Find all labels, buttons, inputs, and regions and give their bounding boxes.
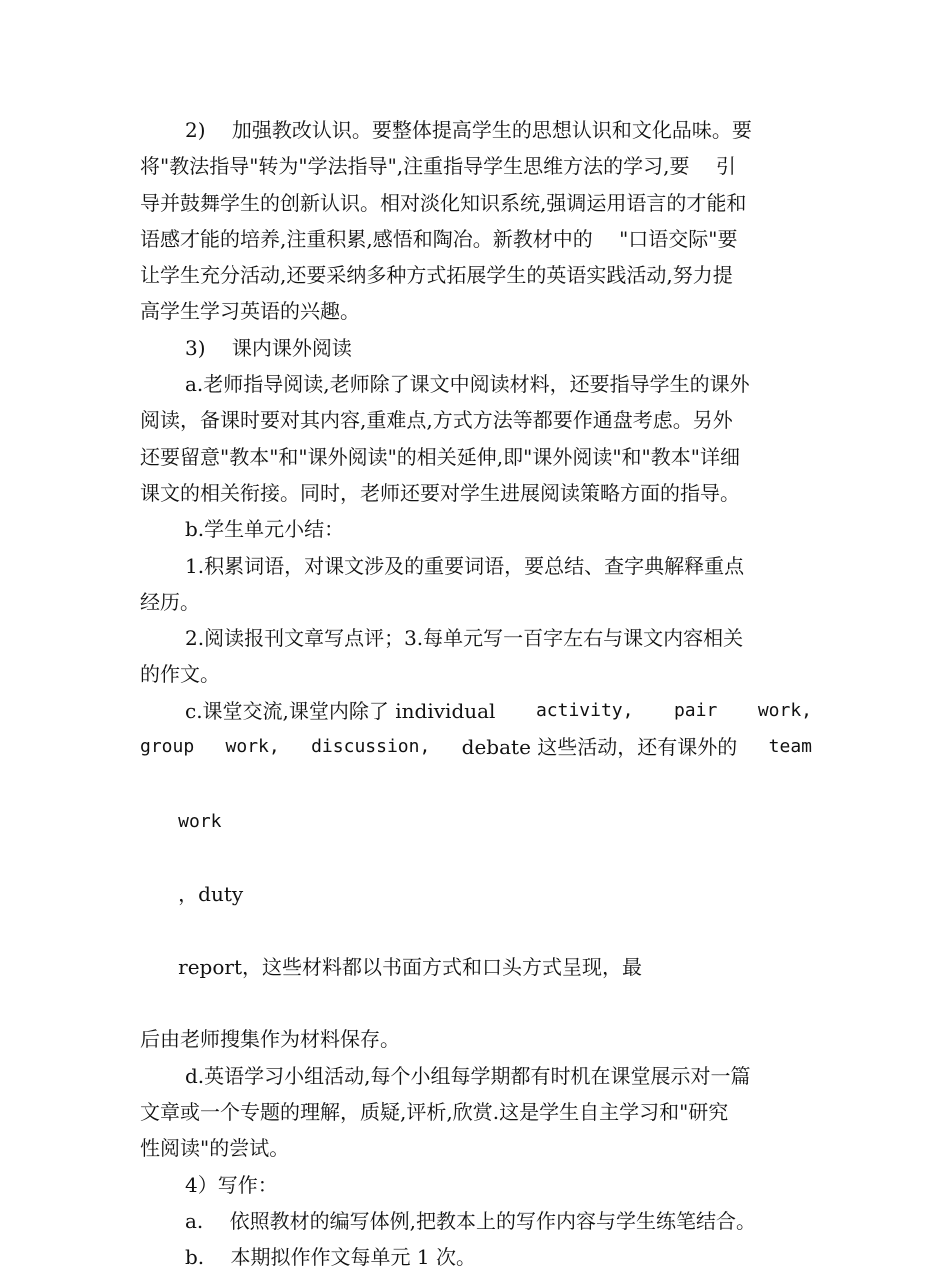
text-line: 将"教法指导"转为"学法指导",注重指导学生思维方法的学习,要 引	[140, 154, 736, 179]
text-segment: work,	[757, 699, 812, 721]
text-segment: ，duty	[178, 882, 244, 907]
text-line: 2) 加强教改认识。要整体提高学生的思想认识和文化品味。要	[185, 118, 752, 142]
heading-unit-summary: b.学生单元小结：	[185, 517, 345, 542]
text-line: 1.积累词语，对课文涉及的重要词语，要总结、查字典解释重点	[185, 553, 745, 578]
text-line: 性阅读"的尝试。	[140, 1136, 290, 1161]
text-line: 2.阅读报刊文章写点评；3.每单元写一百字左右与课文内容相关	[185, 626, 744, 651]
text-line: 高学生学习英语的兴趣。	[140, 299, 360, 324]
paragraph-classroom-exchange	[140, 693, 812, 1058]
text-line	[140, 693, 812, 729]
text-segment: report，这些材料都以书面方式和口头方式呈现，最	[178, 954, 642, 979]
text-line: 文章或一个专题的理解，质疑,评析,欣赏.这是学生自主学习和"研究	[140, 1100, 729, 1125]
paragraph-teaching-reform	[140, 112, 812, 330]
text-segment: debate 这些活动，还有课外的	[461, 735, 738, 760]
text-segment: team	[768, 736, 812, 758]
text-segment: discussion,	[311, 736, 431, 758]
text-segment: group	[140, 736, 195, 758]
text-line: a.老师指导阅读,老师除了课文中阅读材料，还要指导学生的课外	[185, 372, 750, 397]
paragraph-teacher-guided-reading	[140, 366, 812, 511]
text-line	[140, 765, 812, 1021]
text-segment: work	[178, 810, 222, 832]
text-line: 后由老师搜集作为材料保存。	[140, 1027, 400, 1052]
text-line: d.英语学习小组活动,每个小组每学期都有时机在课堂展示对一篇	[185, 1063, 751, 1088]
paragraph-newspaper-review	[140, 620, 812, 693]
text-segment: pair	[673, 699, 718, 721]
paragraph-vocabulary	[140, 548, 812, 621]
text-line: 让学生充分活动,还要采纳多种方式拓展学生的英语实践活动,努力提	[140, 263, 733, 288]
writing-item-b: b. 本期拟作作文每单元 1 次。	[185, 1245, 476, 1270]
text-segment: c.课堂交流,课堂内除了 individual	[185, 698, 496, 723]
text-line: 还要留意"教本"和"课外阅读"的相关延伸,即"课外阅读"和"教本"详细	[140, 444, 740, 469]
text-line: 经历。	[140, 589, 200, 614]
text-line: 课文的相关衔接。同时，老师还要对学生进展阅读策略方面的指导。	[140, 480, 740, 505]
document-page	[140, 112, 812, 1276]
text-line: 导并鼓舞学生的创新认识。相对淡化知识系统,强调运用语言的才能和	[140, 190, 747, 215]
text-line: 阅读，备课时要对其内容,重难点,方式方法等都要作通盘考虑。另外	[140, 408, 733, 433]
heading-writing: 4）写作：	[185, 1172, 278, 1197]
text-line: 的作文。	[140, 662, 220, 687]
paragraph-study-groups	[140, 1058, 812, 1167]
text-segment: work,	[225, 736, 280, 758]
text-segment: activity,	[535, 699, 634, 721]
heading-reading: 3) 课内课外阅读	[185, 335, 352, 360]
writing-item-a: a. 依照教材的编写体例,把教本上的写作内容与学生练笔结合。	[185, 1208, 756, 1233]
text-line	[140, 729, 812, 765]
text-line: 语感才能的培养,注重积累,感悟和陶冶。新教材中的 "口语交际"要	[140, 226, 738, 251]
